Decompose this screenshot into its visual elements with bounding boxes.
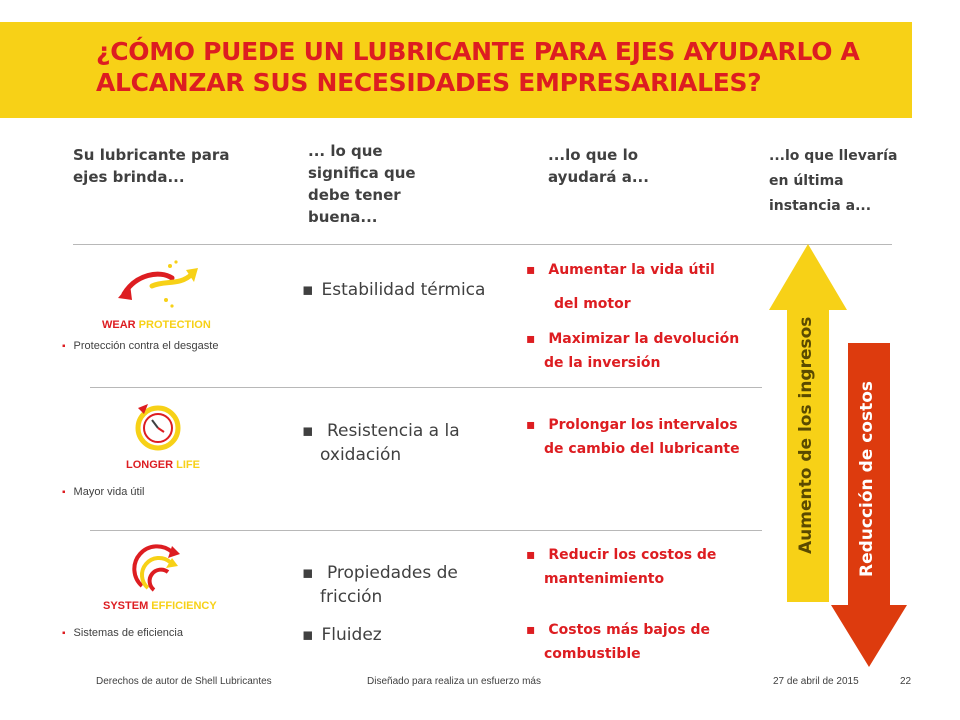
feature-text: Fluidez: [321, 625, 382, 645]
outcome-text: Aumentar la vida útil: [548, 262, 715, 278]
outcome-text: Maximizar la devolución: [548, 331, 740, 347]
column-header-4: [769, 144, 929, 219]
row-divider: [90, 530, 762, 531]
system-efficiency-icon: [132, 542, 188, 598]
column-header-4-line: ...lo que llevaría: [769, 148, 898, 164]
benefit-label: ▪ Sistemas de eficiencia: [62, 627, 183, 639]
column-header-4-line: en última: [769, 173, 844, 189]
row-divider: [90, 387, 762, 388]
slide-title: ¿CÓMO PUEDE UN LUBRICANTE PARA EJES AYUDARLO A ALCANZAR SUS NECESIDADES EMPRESARIALES?: [96, 37, 860, 97]
feature-item: [302, 561, 458, 609]
wear-protection-icon: [110, 256, 210, 316]
benefit-label: ▪ Mayor vida útil: [62, 486, 144, 498]
outcome-item: [526, 327, 739, 375]
feature-text: oxidación: [320, 445, 402, 465]
logo-label-part: LIFE: [176, 459, 200, 471]
column-header-3: [548, 144, 728, 188]
logo-label-part: EFFICIENCY: [151, 600, 217, 612]
outcome-item: [526, 258, 715, 316]
cost-down-label: Reducción de costos: [857, 381, 877, 577]
footer-designed: Diseñado para realiza un esfuerzo más: [367, 676, 541, 687]
outcome-item: [526, 618, 710, 666]
column-header-4-line: instancia a...: [769, 198, 872, 214]
column-header-2: [308, 140, 468, 228]
revenue-up-label: Aumento de los ingresos: [796, 316, 816, 554]
outcome-item: [526, 413, 740, 461]
longer-life-logo-label: [126, 459, 200, 471]
feature-item: [302, 623, 382, 647]
column-header-3-line: ayudará a...: [548, 168, 649, 186]
column-header-1-line: Su lubricante para: [73, 146, 230, 164]
logo-label-part: PROTECTION: [138, 319, 211, 331]
outcome-text: del motor: [554, 296, 631, 312]
longer-life-icon: [130, 398, 186, 454]
column-header-2-line: significa que: [308, 164, 416, 182]
outcome-text: de cambio del lubricante: [544, 441, 740, 457]
outcome-text: Costos más bajos de: [548, 622, 710, 638]
footer-date: 27 de abril de 2015: [773, 676, 859, 687]
outcome-text: Reducir los costos de: [548, 547, 717, 563]
feature-text: Estabilidad térmica: [321, 280, 486, 300]
footer-copyright: Derechos de autor de Shell Lubricantes: [96, 676, 272, 687]
feature-item: [302, 419, 460, 467]
column-header-1: [73, 144, 273, 188]
outcome-text: Prolongar los intervalos: [548, 417, 738, 433]
column-header-2-line: debe tener: [308, 186, 401, 204]
wear-protection-logo-label: [102, 319, 211, 331]
logo-label-part: WEAR: [102, 319, 136, 331]
system-efficiency-logo-label: [103, 600, 217, 612]
outcome-text: mantenimiento: [544, 571, 665, 587]
column-header-2-line: buena...: [308, 208, 378, 226]
outcome-text: combustible: [544, 646, 641, 662]
outcome-text: de la inversión: [544, 355, 661, 371]
feature-text: Resistencia a la: [326, 421, 460, 441]
feature-item: [302, 278, 485, 302]
logo-label-part: SYSTEM: [103, 600, 149, 612]
benefit-label: ▪ Protección contra el desgaste: [62, 340, 218, 352]
feature-text: fricción: [320, 587, 383, 607]
feature-text: Propiedades de: [326, 563, 458, 583]
column-header-3-line: ...lo que lo: [548, 146, 639, 164]
footer-page-number: 22: [900, 676, 912, 687]
outcome-item: [526, 543, 716, 591]
logo-label-part: LONGER: [126, 459, 174, 471]
column-header-2-line: ... lo que: [308, 142, 383, 160]
column-header-1-line: ejes brinda...: [73, 168, 185, 186]
